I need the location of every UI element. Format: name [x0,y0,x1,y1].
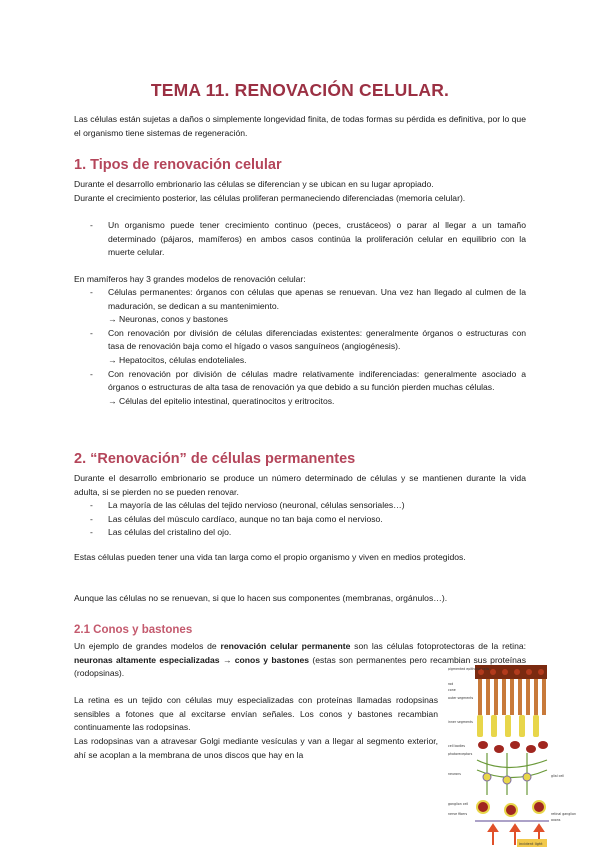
label-retinal-ganglion: retinal ganglion [551,812,576,816]
list-item: - Un organismo puede tener crecimiento continuo (peces, crustáceos) o parar al llegar a un tamaño determinado (pájaros, mamíferos) en ambos casos continúa la proliferación celular en equilibrio con la muerte celular. [74,219,526,260]
model-example: → Hepatocitos, células endoteliales. [108,354,247,365]
label-outer: outer segments [448,696,474,700]
list-item: - Las células del cristalino del ojo. [74,526,526,540]
section2-p2: Estas células pueden tener una vida tan larga como el propio organismo y viven en medios protegidos. [74,552,466,562]
model-text: Células permanentes: órganos con células que apenas se renuevan. Una vez han llegado al culmen de la maduración, se dedican a su mantenimiento. [108,287,526,311]
label-glial: glial cell [551,774,565,778]
section2-bullets [74,499,526,540]
intro-paragraph: Las células están sujetas a daños o simplemente longevidad finita, de todas formas su pérdida es definitiva, por lo que el organismo tiene sistemas de regeneración. [74,114,526,138]
list-item [74,327,526,368]
label-fibers: nerve fibers [448,812,468,816]
label-axons: axons [551,818,561,822]
section21-heading: 2.1 Conos y bastones [74,624,193,636]
label-cone: cone [448,688,456,692]
list-item [74,368,526,409]
section21-p1: Un ejemplo de grandes modelos de renovación celular permanente son las células fotoprotectoras de la retina: neuronas altamente especializadas → conos y bastones (estas son permanentes pero recambian sus proteínas (rodopsinas). [74,641,527,679]
section1-p3: En mamíferos hay 3 grandes modelos de renovación celular: [74,274,306,284]
section1-p2: Durante el crecimiento posterior, las células proliferan permaneciendo diferenciadas (memoria celular). [74,193,466,203]
section21-p3: Las rodopsinas van a atravesar Golgi mediante vesículas y van a llegar al segmento exterior, ahí se acoplan a la membrana de unos discos que hay en la [74,736,438,760]
label-pigment: pigmented epithelial cells [448,667,490,671]
section1-p1: Durante el desarrollo embrionario las células se diferencian y se ubican en su lugar apropiado. [74,179,434,189]
label-inner: inner segments [448,720,473,724]
list-item [74,286,526,327]
section1-heading: 1. Tipos de renovación celular [74,157,282,173]
section2-heading: 2. “Renovación” de células permanentes [74,451,356,467]
label-neurons: neurons [448,772,461,776]
model-text: Con renovación por división de células madre relativamente indiferenciadas: generalmente asociado a órganos o estructuras de alta tasa de renovación ya que debido a su función pierden muchas células. [108,368,526,393]
section2-p1: Durante el desarrollo embrionario se produce un número determinado de células y se mantienen durante la vida adulta, si se pierden no se pueden renovar. [74,473,526,497]
model-example: → Células del epitelio intestinal, queratinocitos y eritrocitos. [108,395,335,406]
model-text: Con renovación por división de células diferenciadas existentes: generalmente órganos o estructuras con tasa de renovación baja como el hígado o vasos sanguíneos (angiogénesis). [108,327,526,352]
label-ganglion: ganglion cell [448,802,469,806]
page-title: TEMA 11. RENOVACIÓN CELULAR. [150,80,450,100]
outer-segments [478,679,546,715]
list-item: - La mayoría de las células del tejido nervioso (neuronal, células sensoriales…) [74,499,526,513]
section21-p2: La retina es un tejido con células muy especializadas con proteínas llamadas rodopsinas sensibles a fotones que al excitarse envían señales. Los conos y bastones recambian continuamente las rodopsinas. [74,695,438,733]
model-example: → Neuronas, conos y bastones [108,314,228,325]
list-item: - Las células del músculo cardíaco, aunque no tan baja como el nervioso. [74,513,526,527]
label-photoreceptors: photoreceptors [448,752,473,756]
label-bodies: cell bodies [448,744,466,748]
section1-bullets [74,219,526,260]
label-incident-light: incident light [519,842,543,846]
renewal-models-list [74,286,526,408]
retina-diagram [447,665,576,848]
section2-p3: Aunque las células no se renuevan, si que lo hacen sus componentes (membranas, orgánulos…). [74,593,448,603]
label-rod: rod [448,682,454,686]
